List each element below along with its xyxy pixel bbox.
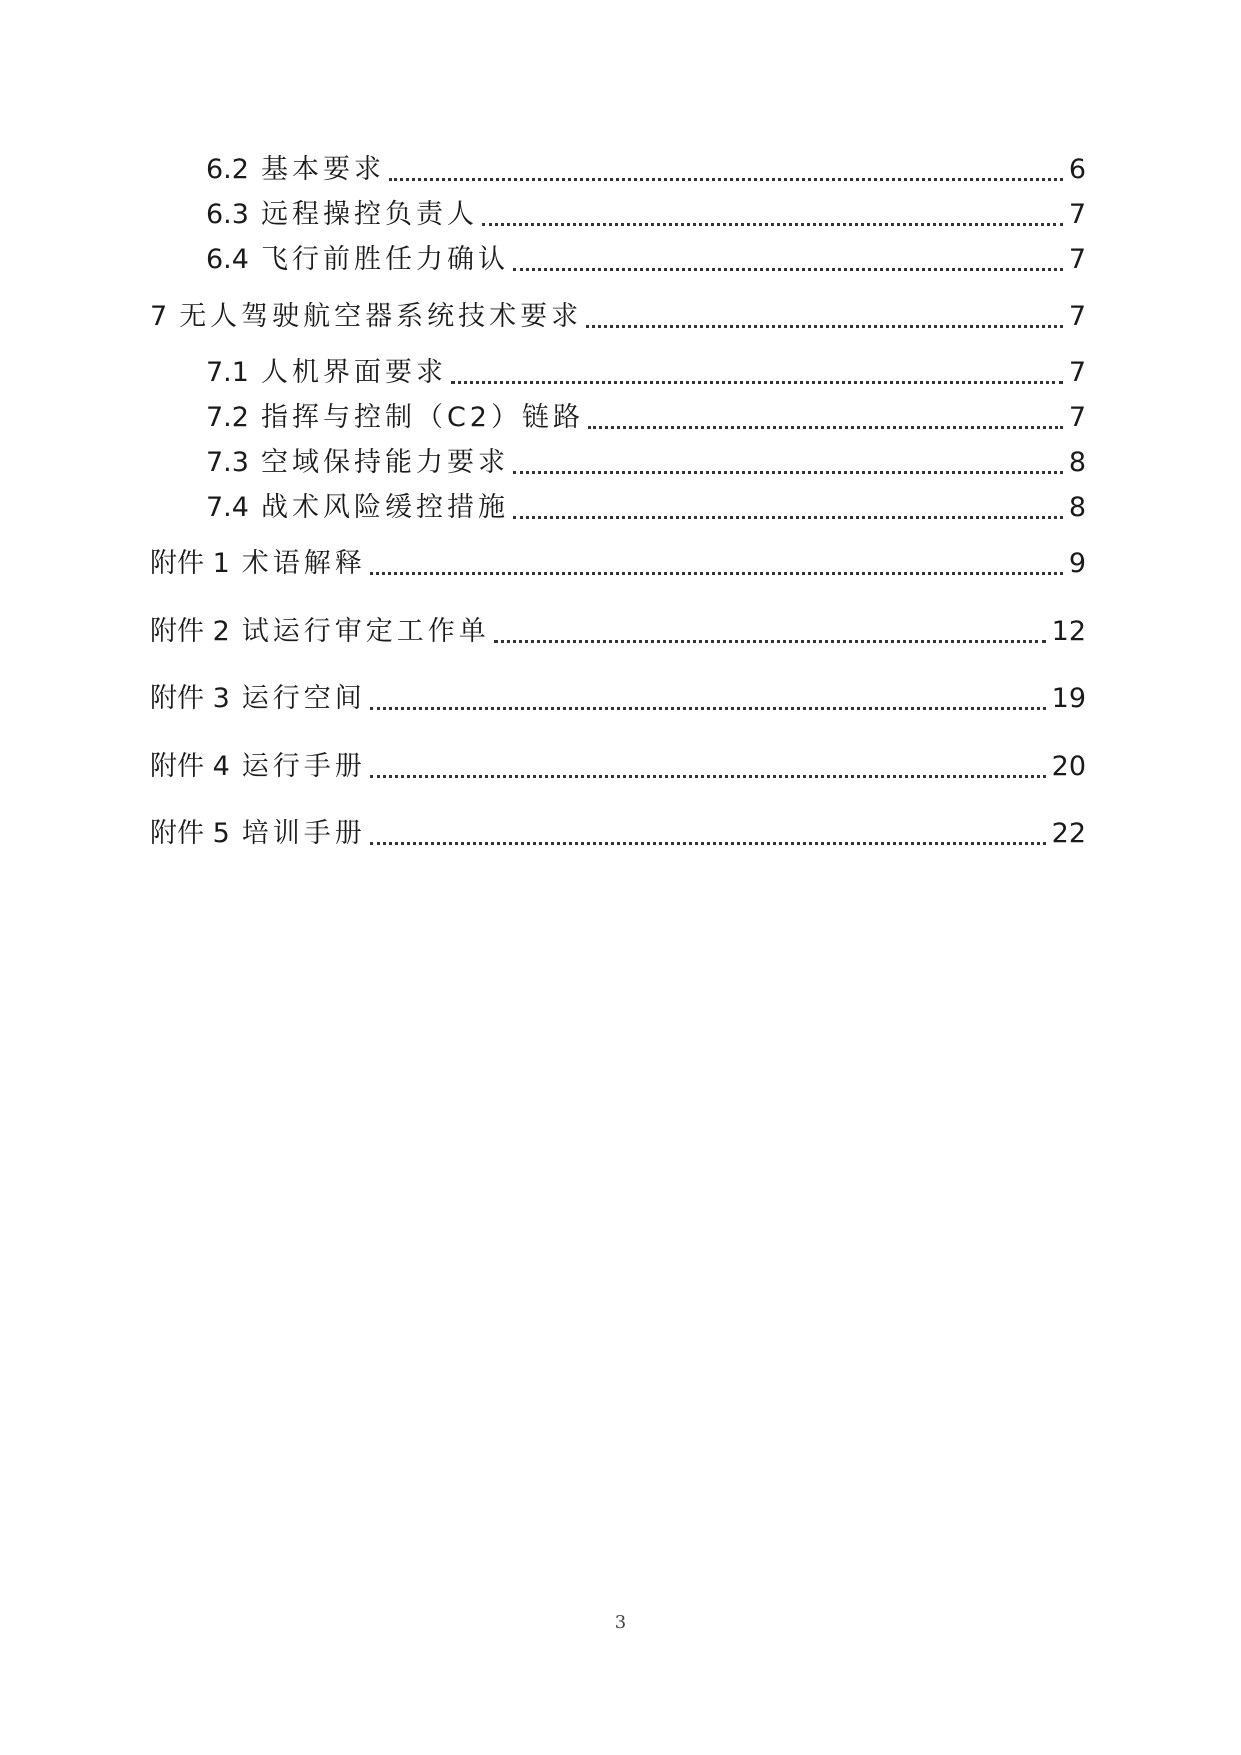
toc-entry-page: 12 (1051, 616, 1086, 647)
toc-entry[interactable] (150, 612, 1086, 652)
toc-entry-page: 19 (1051, 683, 1086, 714)
toc-entry-title: 飞行前胜任力确认 (260, 244, 509, 275)
toc-entry[interactable] (206, 195, 1086, 235)
toc-entry[interactable] (150, 814, 1086, 854)
toc-entry-title: 人机界面要求 (260, 357, 447, 388)
toc-entry[interactable] (206, 240, 1086, 280)
toc-entry-title: 基本要求 (260, 154, 385, 185)
toc-entry-page: 7 (1068, 199, 1086, 230)
dot-leader (370, 679, 1046, 719)
toc-entry[interactable] (150, 297, 1086, 337)
toc-entry-number: 附件 5 (150, 818, 230, 849)
toc-entry[interactable] (206, 443, 1086, 483)
toc-entry[interactable] (206, 488, 1086, 528)
toc-entry-page: 7 (1068, 244, 1086, 275)
toc-entry-page: 9 (1068, 548, 1086, 579)
dot-leader (513, 240, 1063, 280)
toc-entry[interactable] (150, 747, 1086, 787)
toc-entry-number: 7.3 (206, 447, 249, 478)
toc-entry[interactable] (206, 150, 1086, 190)
dot-leader (513, 443, 1063, 483)
dot-leader (389, 150, 1063, 190)
page-number: 3 (614, 1612, 627, 1633)
toc-entry-page: 20 (1051, 751, 1086, 782)
toc-entry-number: 6.3 (206, 199, 249, 230)
toc-entry-page: 7 (1068, 301, 1086, 332)
dot-leader (370, 747, 1046, 787)
toc-entry-number: 7.4 (206, 492, 249, 523)
dot-leader (451, 353, 1063, 393)
toc-entry-title: 术语解释 (241, 548, 366, 579)
toc-entry-title: 指挥与控制（C2）链路 (260, 402, 584, 433)
dot-leader (513, 488, 1063, 528)
dot-leader (494, 612, 1046, 652)
toc-entry-page: 8 (1068, 492, 1086, 523)
toc-entry-number: 附件 3 (150, 683, 230, 714)
dot-leader (370, 544, 1063, 584)
toc-entry-title: 培训手册 (241, 818, 366, 849)
dot-leader (586, 297, 1063, 337)
toc-entry-page: 7 (1068, 357, 1086, 388)
toc-entry-number: 附件 1 (150, 548, 230, 579)
toc-entry-title: 运行手册 (241, 751, 366, 782)
toc-entry-number: 7 (150, 301, 168, 332)
toc-entry-page: 8 (1068, 447, 1086, 478)
dot-leader (370, 814, 1046, 854)
toc-entry-number: 7.1 (206, 357, 249, 388)
toc-entry-number: 附件 4 (150, 751, 230, 782)
toc-entry-page: 6 (1068, 154, 1086, 185)
toc-entry-title: 战术风险缓控措施 (260, 492, 509, 523)
toc-entry-title: 空域保持能力要求 (260, 447, 509, 478)
toc-entry-title: 运行空间 (241, 683, 366, 714)
toc-entry-page: 7 (1068, 402, 1086, 433)
toc-entry-number: 6.4 (206, 244, 249, 275)
toc-entry[interactable] (150, 679, 1086, 719)
toc-entry-page: 22 (1051, 818, 1086, 849)
dot-leader (588, 398, 1063, 438)
toc-entry-title: 试运行审定工作单 (241, 616, 490, 647)
toc-entry[interactable] (206, 353, 1086, 393)
dot-leader (482, 195, 1063, 235)
toc-entry-number: 6.2 (206, 154, 249, 185)
toc-entry[interactable] (150, 544, 1086, 584)
toc-entry-title: 无人驾驶航空器系统技术要求 (179, 301, 583, 332)
toc-entry[interactable] (206, 398, 1086, 438)
toc-entry-number: 7.2 (206, 402, 249, 433)
toc-entry-number: 附件 2 (150, 616, 230, 647)
toc-entry-title: 远程操控负责人 (260, 199, 478, 230)
